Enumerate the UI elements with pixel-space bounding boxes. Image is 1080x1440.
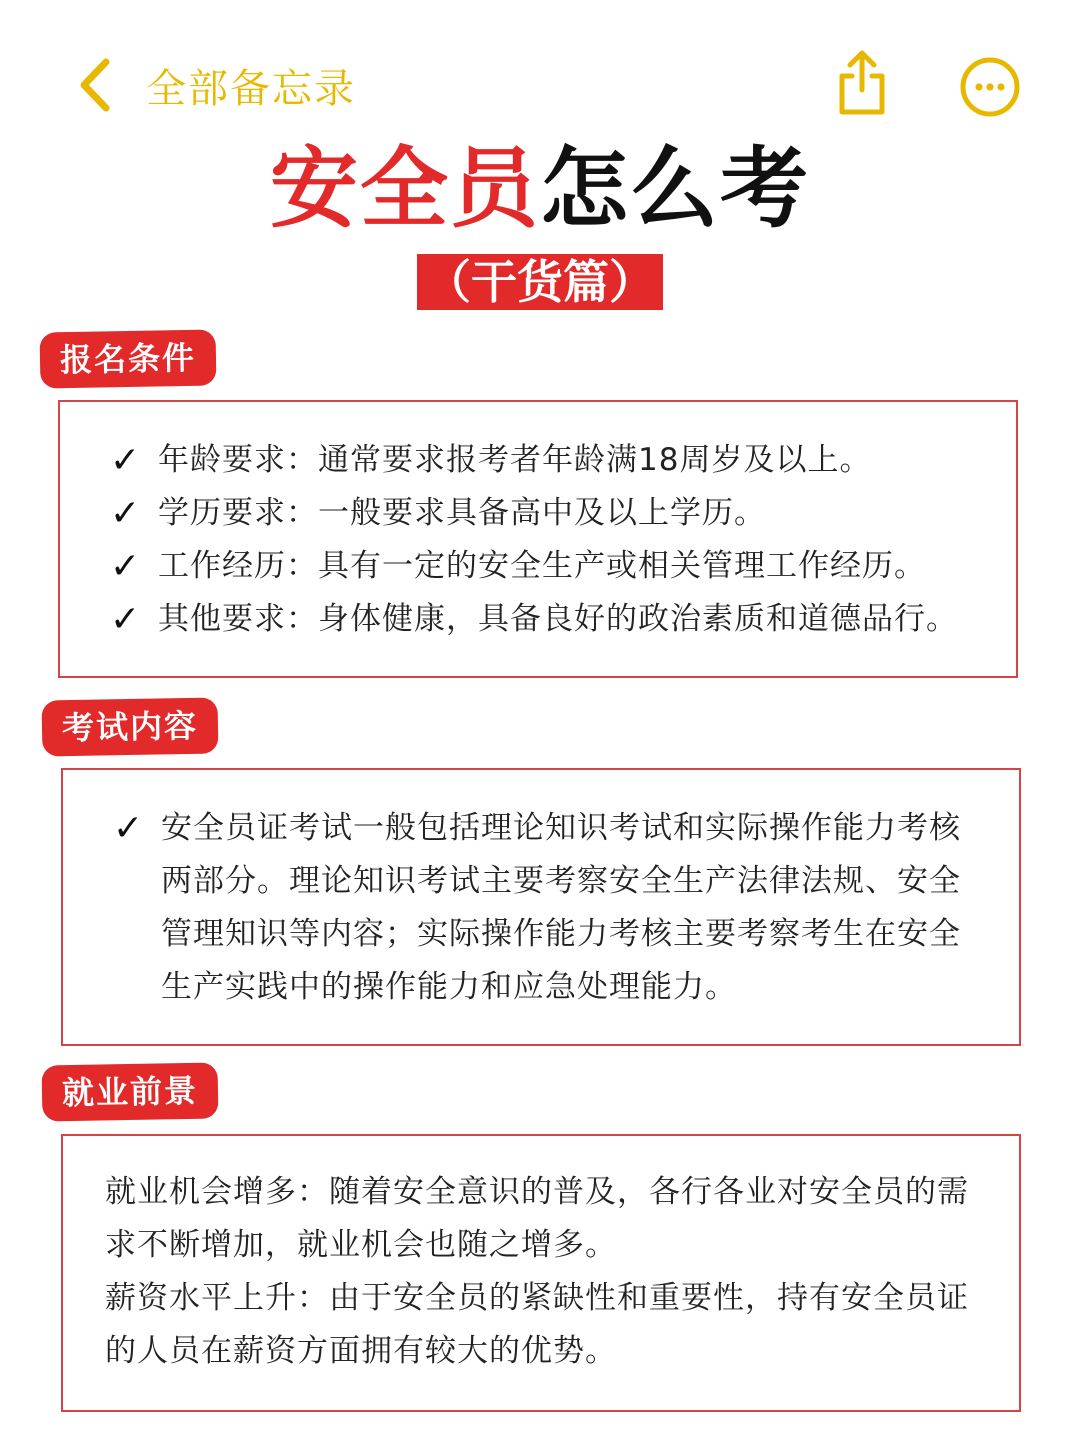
paragraph: 薪资水平上升：由于安全员的紧缺性和重要性，持有安全员证的人员在薪资方面拥有较大的优势。: [105, 1280, 969, 1369]
title-black-part: 怎么考: [540, 137, 811, 240]
section-box-career-prospects: [61, 1134, 1021, 1412]
page-title: [0, 134, 1080, 244]
back-button[interactable]: [72, 54, 356, 116]
more-icon[interactable]: [958, 55, 1022, 119]
list-item-text: 工作经历：具有一定的安全生产或相关管理工作经历。: [158, 548, 926, 584]
list-item-text: 安全员证考试一般包括理论知识考试和实际操作能力考核两部分。理论知识考试主要考察安全生产法律法规、安全管理知识等内容；实际操作能力考核主要考察考生在安全生产实践中的操作能力和应急处理能力。: [161, 810, 961, 1005]
section-tag-exam-content: 考试内容: [42, 697, 219, 756]
share-icon[interactable]: [832, 48, 892, 118]
list-item: [110, 540, 926, 593]
list-item-text: 学历要求：一般要求具备高中及以上学历。: [158, 495, 766, 531]
list-item-text: 年龄要求：通常要求报考者年龄满18周岁及以上。: [158, 442, 872, 478]
subtitle-wrap: [0, 254, 1080, 310]
check-icon: ✓: [110, 440, 142, 481]
section-tag-career-prospects: 就业前景: [42, 1062, 219, 1121]
subtitle: （干货篇）: [417, 254, 663, 310]
check-icon: ✓: [113, 808, 145, 849]
list-item: [110, 487, 766, 540]
check-icon: ✓: [110, 546, 142, 587]
paragraph: 就业机会增多：随着安全意识的普及，各行各业对安全员的需求不断增加，就业机会也随之增多。: [105, 1174, 969, 1263]
check-icon: ✓: [110, 493, 142, 534]
list-item: [113, 802, 993, 1014]
list-item: [110, 434, 871, 487]
back-label: 全部备忘录: [146, 65, 356, 112]
check-icon: ✓: [110, 599, 142, 640]
chevron-left-icon: [72, 54, 116, 116]
list-item-text: 其他要求：身体健康，具备良好的政治素质和道德品行。: [158, 601, 958, 637]
title-red-part: 安全员: [269, 137, 540, 240]
section-box-exam-content: [61, 768, 1021, 1046]
section-box-registration: [58, 400, 1018, 678]
list-item: [110, 593, 958, 646]
section-tag-registration: 报名条件: [40, 329, 217, 388]
